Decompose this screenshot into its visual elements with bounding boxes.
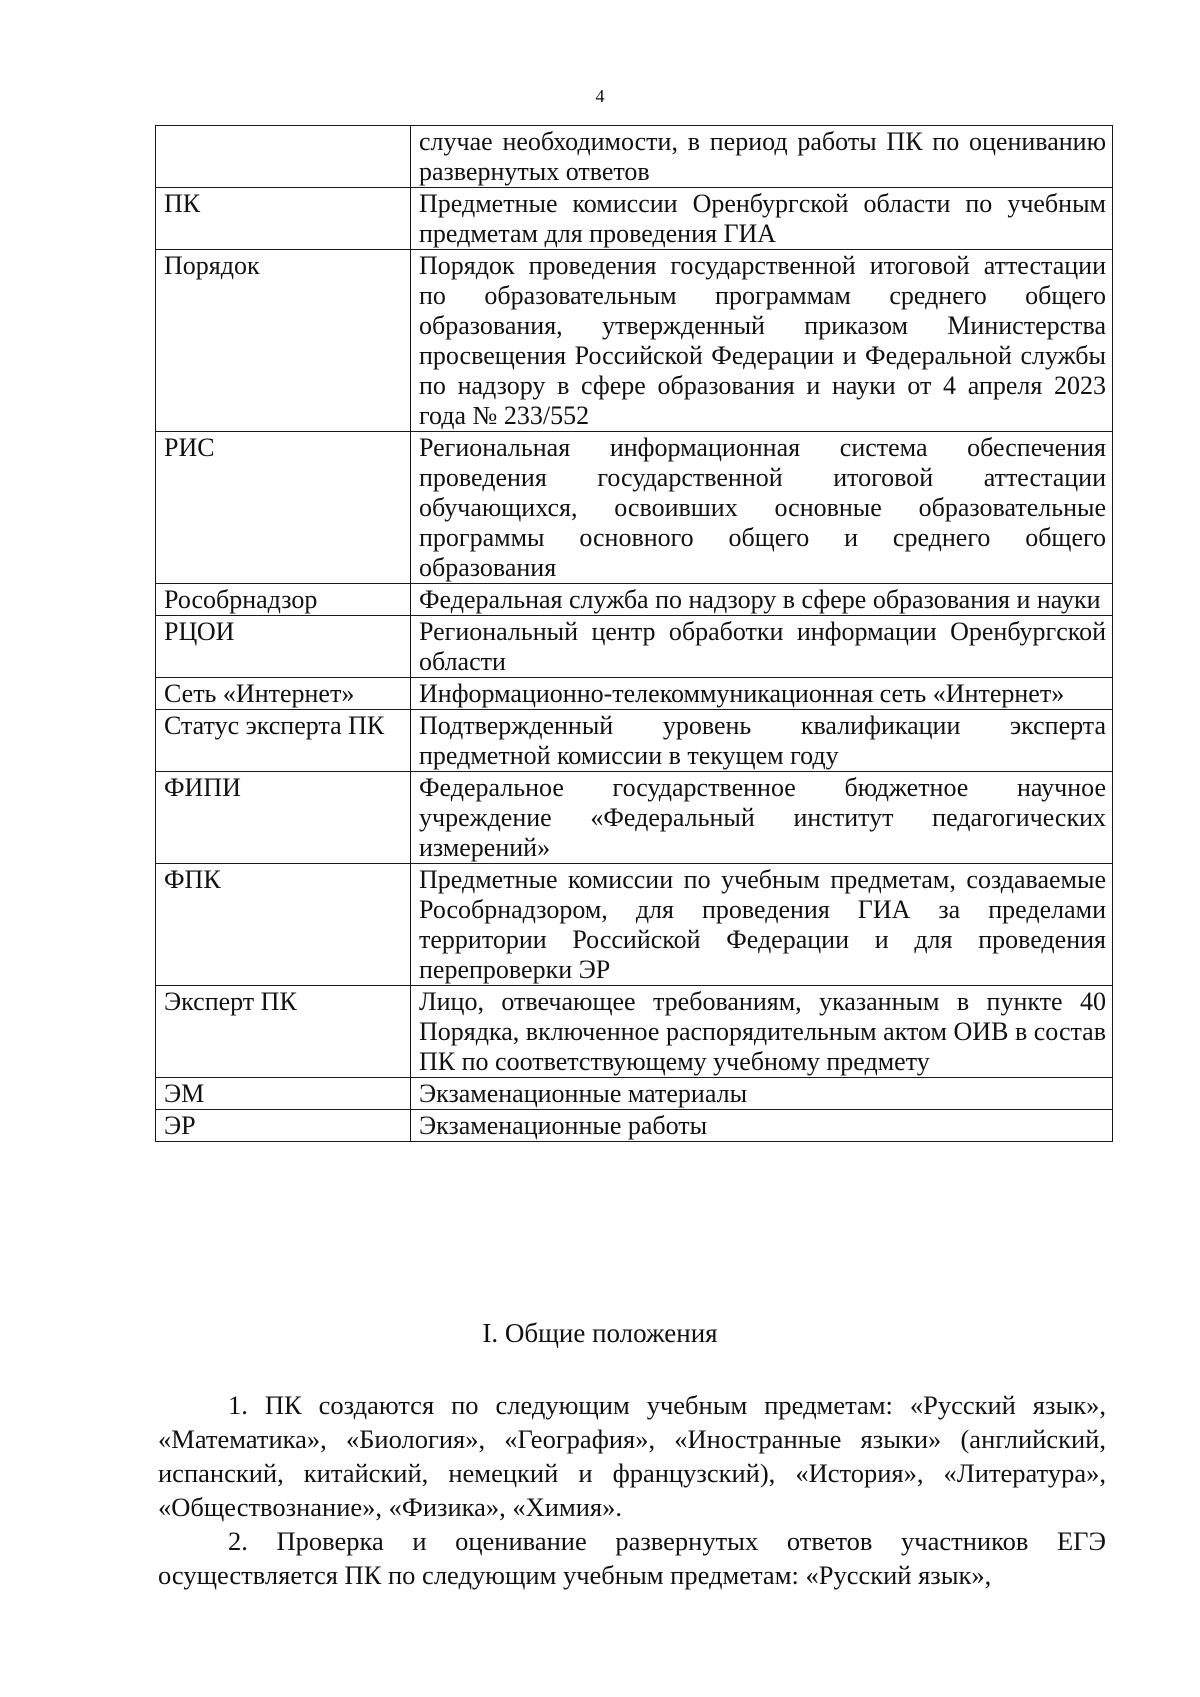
table-row [156, 616, 1113, 678]
definition-cell: Подтвержденный уровень квалификации эксперта предметной комиссии в текущем году [411, 710, 1113, 772]
term-cell: ПК [156, 188, 411, 250]
definition-cell: Федеральная служба по надзору в сфере образования и науки [411, 584, 1113, 616]
term-cell: ФИПИ [156, 772, 411, 864]
body-text [158, 1388, 1106, 1592]
term-cell: ФПК [156, 864, 411, 986]
paragraph: 2. Проверка и оценивание развернутых ответов участников ЕГЭ осуществляется ПК по следующим учебным предметам: «Русский язык», [158, 1526, 1106, 1590]
section-title: I. Общие положения [482, 1318, 718, 1348]
term-cell: Эксперт ПК [156, 986, 411, 1078]
definition-cell: случае необходимости, в период работы ПК по оцениванию развернутых ответов [411, 126, 1113, 188]
definition-cell: Региональный центр обработки информации Оренбургской области [411, 616, 1113, 678]
term-cell: ЭМ [156, 1078, 411, 1110]
table-row [156, 1110, 1113, 1142]
term-cell: Сеть «Интернет» [156, 678, 411, 710]
table-row [156, 864, 1113, 986]
table-row [156, 250, 1113, 432]
definition-cell: Порядок проведения государственной итоговой аттестации по образовательным программам среднего общего образования, утвержденный приказом Министерства просвещения Российской Федерации и Федеральной службы по надзору в сфере образования и науки от 4 апреля 2023 года № 233/552 [411, 250, 1113, 432]
table-row [156, 986, 1113, 1078]
abbreviations-table [155, 125, 1113, 1142]
definition-cell: Лицо, отвечающее требованиям, указанным в пункте 40 Порядка, включенное распорядительным актом ОИВ в состав ПК по соответствующему учебному предмету [411, 986, 1113, 1078]
table-row [156, 126, 1113, 188]
definition-cell: Экзаменационные работы [411, 1110, 1113, 1142]
definition-cell: Региональная информационная система обеспечения проведения государственной итоговой аттестации обучающихся, освоивших основные образовательные программы основного общего и среднего общего образования [411, 432, 1113, 584]
table-row [156, 1078, 1113, 1110]
table-row [156, 584, 1113, 616]
definition-cell: Предметные комиссии Оренбургской области по учебным предметам для проведения ГИА [411, 188, 1113, 250]
paragraph: 1. ПК создаются по следующим учебным предметам: «Русский язык», «Математика», «Биология», «География», «Иностранные языки» (английский, испанский, китайский, немецкий и французский), «История», «Литература», «Обществознание», «Физика», «Химия». [158, 1390, 1106, 1522]
term-cell [156, 126, 411, 188]
definition-cell: Предметные комиссии по учебным предметам, создаваемые Рособрнадзором, для проведения ГИА за пределами территории Российской Федерации и для проведения перепроверки ЭР [411, 864, 1113, 986]
term-cell: Статус эксперта ПК [156, 710, 411, 772]
term-cell: Рособрнадзор [156, 584, 411, 616]
table-row [156, 678, 1113, 710]
term-cell: РЦОИ [156, 616, 411, 678]
definition-cell: Информационно-телекоммуникационная сеть «Интернет» [411, 678, 1113, 710]
term-cell: Порядок [156, 250, 411, 432]
definition-cell: Федеральное государственное бюджетное научное учреждение «Федеральный институт педагогических измерений» [411, 772, 1113, 864]
table-row [156, 432, 1113, 584]
table-row [156, 188, 1113, 250]
definition-cell: Экзаменационные материалы [411, 1078, 1113, 1110]
table-row [156, 710, 1113, 772]
term-cell: РИС [156, 432, 411, 584]
table-row [156, 772, 1113, 864]
term-cell: ЭР [156, 1110, 411, 1142]
page-number: 4 [595, 86, 605, 106]
